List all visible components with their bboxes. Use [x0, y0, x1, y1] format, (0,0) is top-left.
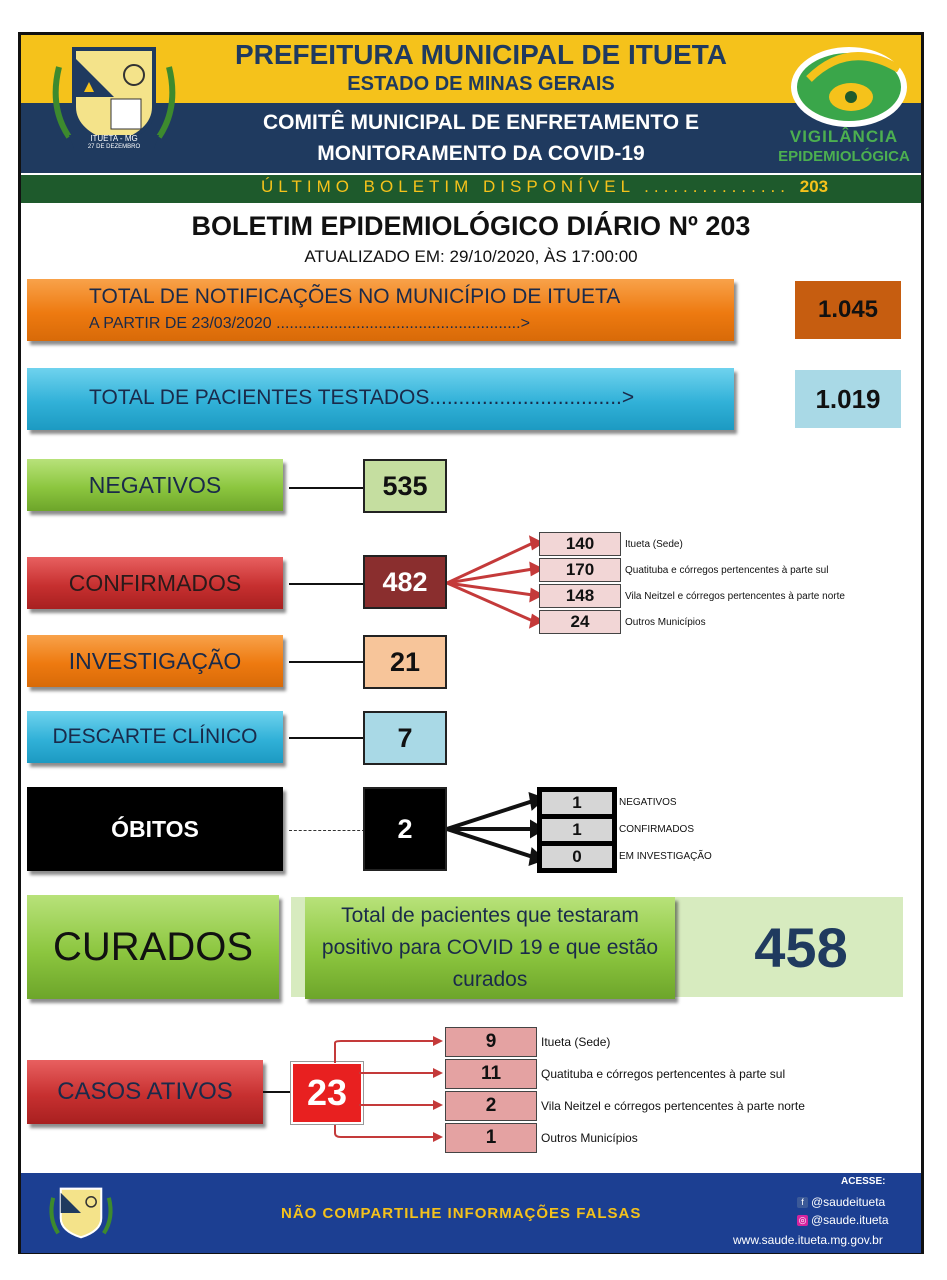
confirmados-arrows [447, 529, 543, 637]
ativos-row [445, 1027, 805, 1057]
tested-bar [27, 368, 734, 430]
investigacao-value: 21 [363, 635, 447, 689]
confirmados-row-label: Outros Municípios [625, 616, 706, 628]
ativos-row [445, 1059, 805, 1089]
confirmados-connector [289, 583, 365, 585]
curados-label: CURADOS [27, 895, 279, 999]
confirmados-row-value: 170 [539, 558, 621, 582]
ativos-row-label: Itueta (Sede) [541, 1035, 611, 1049]
ativos-row-label: Outros Municípios [541, 1131, 638, 1145]
confirmados-row-label: Itueta (Sede) [625, 538, 683, 550]
investigacao-connector [289, 661, 365, 663]
footer-website[interactable]: www.saude.itueta.mg.gov.br [733, 1233, 883, 1247]
bulletin-frame [18, 32, 924, 1254]
ultimo-boletim [261, 177, 828, 197]
committee-line-2: MONITORAMENTO DA COVID-19 [317, 142, 645, 165]
obitos-row-value: 1 [541, 791, 613, 815]
ativos-row [445, 1123, 805, 1153]
confirmados-row [539, 532, 845, 556]
bulletin-title: BOLETIM EPIDEMIOLÓGICO DIÁRIO Nº 203 [191, 211, 751, 241]
ativos-row-label: Vila Neitzel e córregos pertencentes à parte norte [541, 1099, 805, 1113]
ativos-row-value: 1 [445, 1123, 537, 1153]
facebook-handle: @saudeitueta [811, 1195, 886, 1209]
instagram-icon: ◎ [798, 1215, 807, 1226]
ativos-row-value: 2 [445, 1091, 537, 1121]
ativos-label: CASOS ATIVOS [27, 1060, 263, 1124]
tested-label: TOTAL DE PACIENTES TESTADOS.................................> [89, 386, 635, 409]
facebook-icon: f [797, 1197, 808, 1208]
confirmados-row [539, 584, 845, 608]
epidemiologica-text: EPIDEMIOLÓGICA [778, 148, 910, 165]
confirmados-row-value: 24 [539, 610, 621, 634]
investigacao-label: INVESTIGAÇÃO [27, 635, 283, 687]
notifications-bar [27, 279, 734, 341]
vigilancia-text: VIGILÂNCIA [789, 127, 899, 146]
ativos-breakdown [445, 1027, 805, 1153]
confirmados-label: CONFIRMADOS [27, 557, 283, 609]
obitos-row-value: 1 [541, 818, 613, 842]
ativos-arrows [321, 1027, 445, 1151]
obitos-row-label: EM INVESTIGAÇÃO [619, 851, 712, 862]
header-state: ESTADO DE MINAS GERAIS [347, 73, 615, 95]
header-committee [191, 107, 771, 169]
ativos-value: 23 [291, 1062, 363, 1124]
committee-line-1: COMITÊ MUNICIPAL DE ENFRETAMENTO E [263, 111, 699, 134]
confirmados-row-label: Quatituba e córregos pertencentes à parte sul [625, 564, 829, 576]
confirmados-row-value: 148 [539, 584, 621, 608]
ultimo-number: 203 [799, 177, 829, 196]
descarte-value: 7 [363, 711, 447, 765]
negativos-value: 535 [363, 459, 447, 513]
confirmados-breakdown [539, 532, 845, 634]
ativos-row-value: 11 [445, 1059, 537, 1089]
ativos-row [445, 1091, 805, 1121]
ativos-row-value: 9 [445, 1027, 537, 1057]
footer-facebook[interactable] [797, 1195, 885, 1209]
header-title: PREFEITURA MUNICIPAL DE ITUETA [234, 39, 728, 70]
obitos-value: 2 [363, 787, 447, 871]
tested-value: 1.019 [795, 370, 901, 428]
descarte-label: DESCARTE CLÍNICO [27, 711, 283, 763]
confirmados-row-value: 140 [539, 532, 621, 556]
seal-text: ITUETA - MG [90, 134, 138, 143]
curados-description: Total de pacientes que testaram positivo para COVID 19 e que estão curados [305, 897, 675, 999]
municipal-seal-icon [39, 37, 189, 157]
footer-instagram[interactable] [797, 1213, 889, 1227]
notifications-label: TOTAL DE NOTIFICAÇÕES NO MUNICÍPIO DE ITUETA [89, 285, 621, 308]
confirmados-value: 482 [363, 555, 447, 609]
ativos-connector [263, 1091, 293, 1093]
obitos-arrows [447, 787, 543, 871]
bulletin-updated: ATUALIZADO EM: 29/10/2020, ÀS 17:00:00 [304, 247, 638, 266]
descarte-connector [289, 737, 365, 739]
obitos-row-label: CONFIRMADOS [619, 824, 694, 835]
obitos-breakdown [537, 787, 617, 873]
negativos-label: NEGATIVOS [27, 459, 283, 511]
ativos-row-label: Quatituba e córregos pertencentes à parte sul [541, 1067, 786, 1081]
ultimo-label: ÚLTIMO BOLETIM DISPONÍVEL ............... [261, 177, 791, 196]
footer-message: NÃO COMPARTILHE INFORMAÇÕES FALSAS [281, 1205, 642, 1222]
negativos-connector [289, 487, 365, 489]
confirmados-row [539, 610, 845, 634]
seal-date: 27 DE DEZEMBRO [87, 144, 141, 150]
curados-value: 458 [754, 915, 848, 979]
footer-acesse: ACESSE: [841, 1176, 886, 1187]
obitos-row-label: NEGATIVOS [619, 797, 677, 808]
notifications-since: A PARTIR DE 23/03/2020 .......................................................> [89, 315, 530, 332]
confirmados-row [539, 558, 845, 582]
instagram-handle: @saude.itueta [811, 1213, 889, 1227]
confirmados-row-label: Vila Neitzel e córregos pertencentes à parte norte [625, 590, 845, 602]
obitos-row-value: 0 [541, 845, 613, 869]
obitos-connector [289, 830, 365, 831]
obitos-label: ÓBITOS [27, 787, 283, 871]
footer-seal-icon [43, 1179, 119, 1247]
notifications-value: 1.045 [795, 281, 901, 339]
